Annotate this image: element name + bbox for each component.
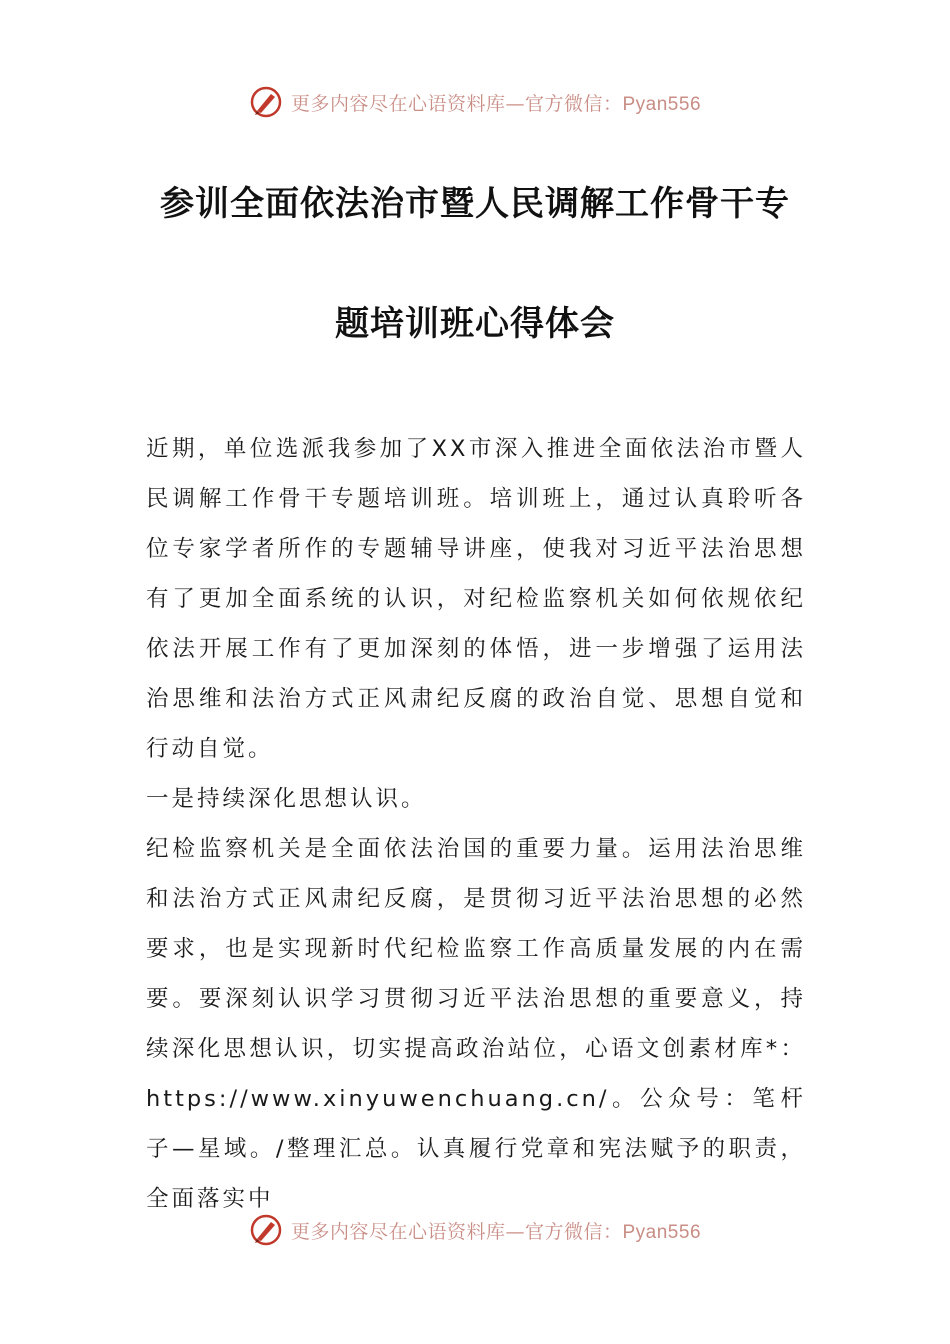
watermark-wechat-id: Pyan556 bbox=[622, 1221, 702, 1243]
watermark-text: 更多内容尽在心语资料库—官方微信： bbox=[290, 92, 623, 115]
watermark-text: 更多内容尽在心语资料库—官方微信： bbox=[290, 1220, 623, 1243]
document-title-line-1: 参训全面依法治市暨人民调解工作骨干专 bbox=[160, 184, 790, 224]
pen-logo-icon bbox=[249, 85, 283, 119]
watermark-wechat-id: Pyan556 bbox=[622, 93, 702, 115]
body-paragraph-section-1: 纪检监察机关是全面依法治国的重要力量。运用法治思维和法治方式正风肃纪反腐，是贯彻习近平法治思想的必然要求，也是实现新时代纪检监察工作高质量发展的内在需要。要深刻认识学习贯彻习近平法治思想的重要意义，持续深化思想认识，切实提高政治站位，心语文创素材库*：https://www.xinyuwenchuang.cn/。公众号：笔杆子—星域。/整理汇总。认真履行党章和宪法赋予的职责，全面落实中 bbox=[146, 836, 806, 1212]
bottom-watermark-banner bbox=[0, 1210, 950, 1250]
document-body bbox=[146, 424, 806, 1224]
pen-logo-icon bbox=[249, 1213, 283, 1247]
body-paragraph-heading-1: 一是持续深化思想认识。 bbox=[146, 786, 427, 812]
document-title-line-2: 题培训班心得体会 bbox=[335, 304, 615, 344]
body-paragraph-intro: 近期，单位选派我参加了XX市深入推进全面依法治市暨人民调解工作骨干专题培训班。培训班上，通过认真聆听各位专家学者所作的专题辅导讲座，使我对习近平法治思想有了更加全面系统的认识，对纪检监察机关如何依规依纪依法开展工作有了更加深刻的体悟，进一步增强了运用法治思维和法治方式正风肃纪反腐的政治自觉、思想自觉和行动自觉。 bbox=[146, 436, 806, 762]
top-watermark-banner bbox=[0, 82, 950, 122]
